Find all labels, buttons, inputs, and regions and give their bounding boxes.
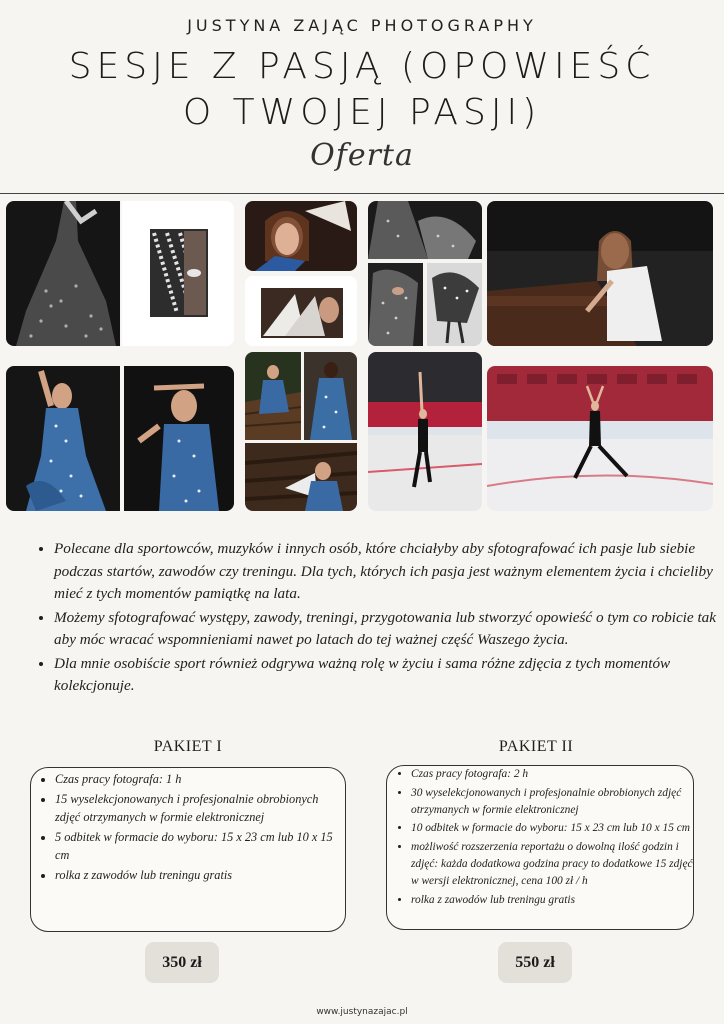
package-2-title: PAKIET II (498, 738, 574, 755)
photo-woman-with-fan (245, 201, 357, 271)
package-1-price: 350 zł (145, 942, 219, 983)
package-1-box (30, 767, 346, 932)
package-2-features (387, 766, 693, 908)
photo-dancer-stairs-fan (245, 443, 357, 511)
intro-list (28, 538, 724, 699)
photo-lace-fan-detail (122, 201, 234, 346)
package-1-features (31, 768, 345, 884)
package-feature: • 15 wyselekcjonowanych i profesjonalnie obrobionych zdjęć otrzymanych w formie elektronicznej (55, 790, 345, 826)
photo-skirt-detail (368, 201, 482, 259)
package-feature: • 5 odbitek w formacie do wyboru: 15 x 23 cm lub 10 x 15 cm (55, 828, 345, 864)
offer-script-heading: Oferta (310, 138, 414, 173)
photo-dancer-stairs-back (304, 352, 357, 440)
package-feature: • możliwość rozszerzenia reportażu o dowolną ilość godzin i zdjęć: każda dodatkowa godzina pracy to dodatkowe 15 zdjęć w wersji elektronicznej, cena 100 zł / h (411, 839, 693, 889)
page-title-line-2: O TWOJEJ PASJI) (182, 92, 542, 133)
photo-pianist (487, 201, 713, 346)
package-feature: • Czas pracy fotografa: 1 h (55, 770, 345, 788)
package-feature: • rolka z zawodów lub treningu gratis (55, 866, 345, 884)
photo-dancer-blue-dress (6, 366, 120, 511)
header-divider (0, 193, 724, 194)
package-feature: • Czas pracy fotografa: 2 h (411, 766, 693, 783)
photo-skater-arena (487, 366, 713, 511)
intro-item: • Polecane dla sportowców, muzyków i innych osób, które chciałyby aby sfotografować ich pasje lub siebie podczas startów, zawodów czy treningu. Dla tych, których ich pasja jest ważnym elementem życia i chcieliby mieć z tych momentów pamiątkę na lata. (54, 538, 724, 606)
package-feature: • rolka z zawodów lub treningu gratis (411, 892, 693, 909)
photo-dancer-stairs-sitting (245, 352, 301, 440)
package-2-price: 550 zł (498, 942, 572, 983)
photo-skater-rink (368, 352, 482, 511)
package-1-title: PAKIET I (153, 738, 223, 755)
page-title (0, 44, 724, 136)
intro-item: • Dla mnie osobiście sport również odgrywa ważną rolę w życiu i sama różne zdjęcia z tych momentów kolekcjonuje. (54, 653, 724, 698)
website-url: www.justynazajac.pl (316, 1007, 408, 1017)
page-title-line-1: SESJE Z PASJĄ (OPOWIEŚĆ (68, 46, 656, 87)
intro-item: • Możemy sfotografować występy, zawody, treningi, przygotowania lub stworzyć opowieść o tym co robicie tak aby móc wracać wspomnieniami nawet po latach do tej ważnej część Waszego życia. (54, 607, 724, 652)
package-2-box (386, 765, 694, 930)
brand-name: JUSTYNA ZAJĄC PHOTOGRAPHY (187, 16, 537, 35)
photo-dancer-dotted-skirt (6, 201, 120, 346)
package-feature: • 10 odbitek w formacie do wyboru: 15 x 23 cm lub 10 x 15 cm (411, 820, 693, 837)
package-feature: • 30 wyselekcjonowanych i profesjonalnie obrobionych zdjęć otrzymanych w formie elektronicznej (411, 785, 693, 819)
photo-fan-close-up (245, 276, 357, 346)
photo-skirt-hands (368, 263, 423, 346)
photo-dancer-spin (427, 263, 482, 346)
photo-dancer-blue-dress-pose (124, 366, 234, 511)
